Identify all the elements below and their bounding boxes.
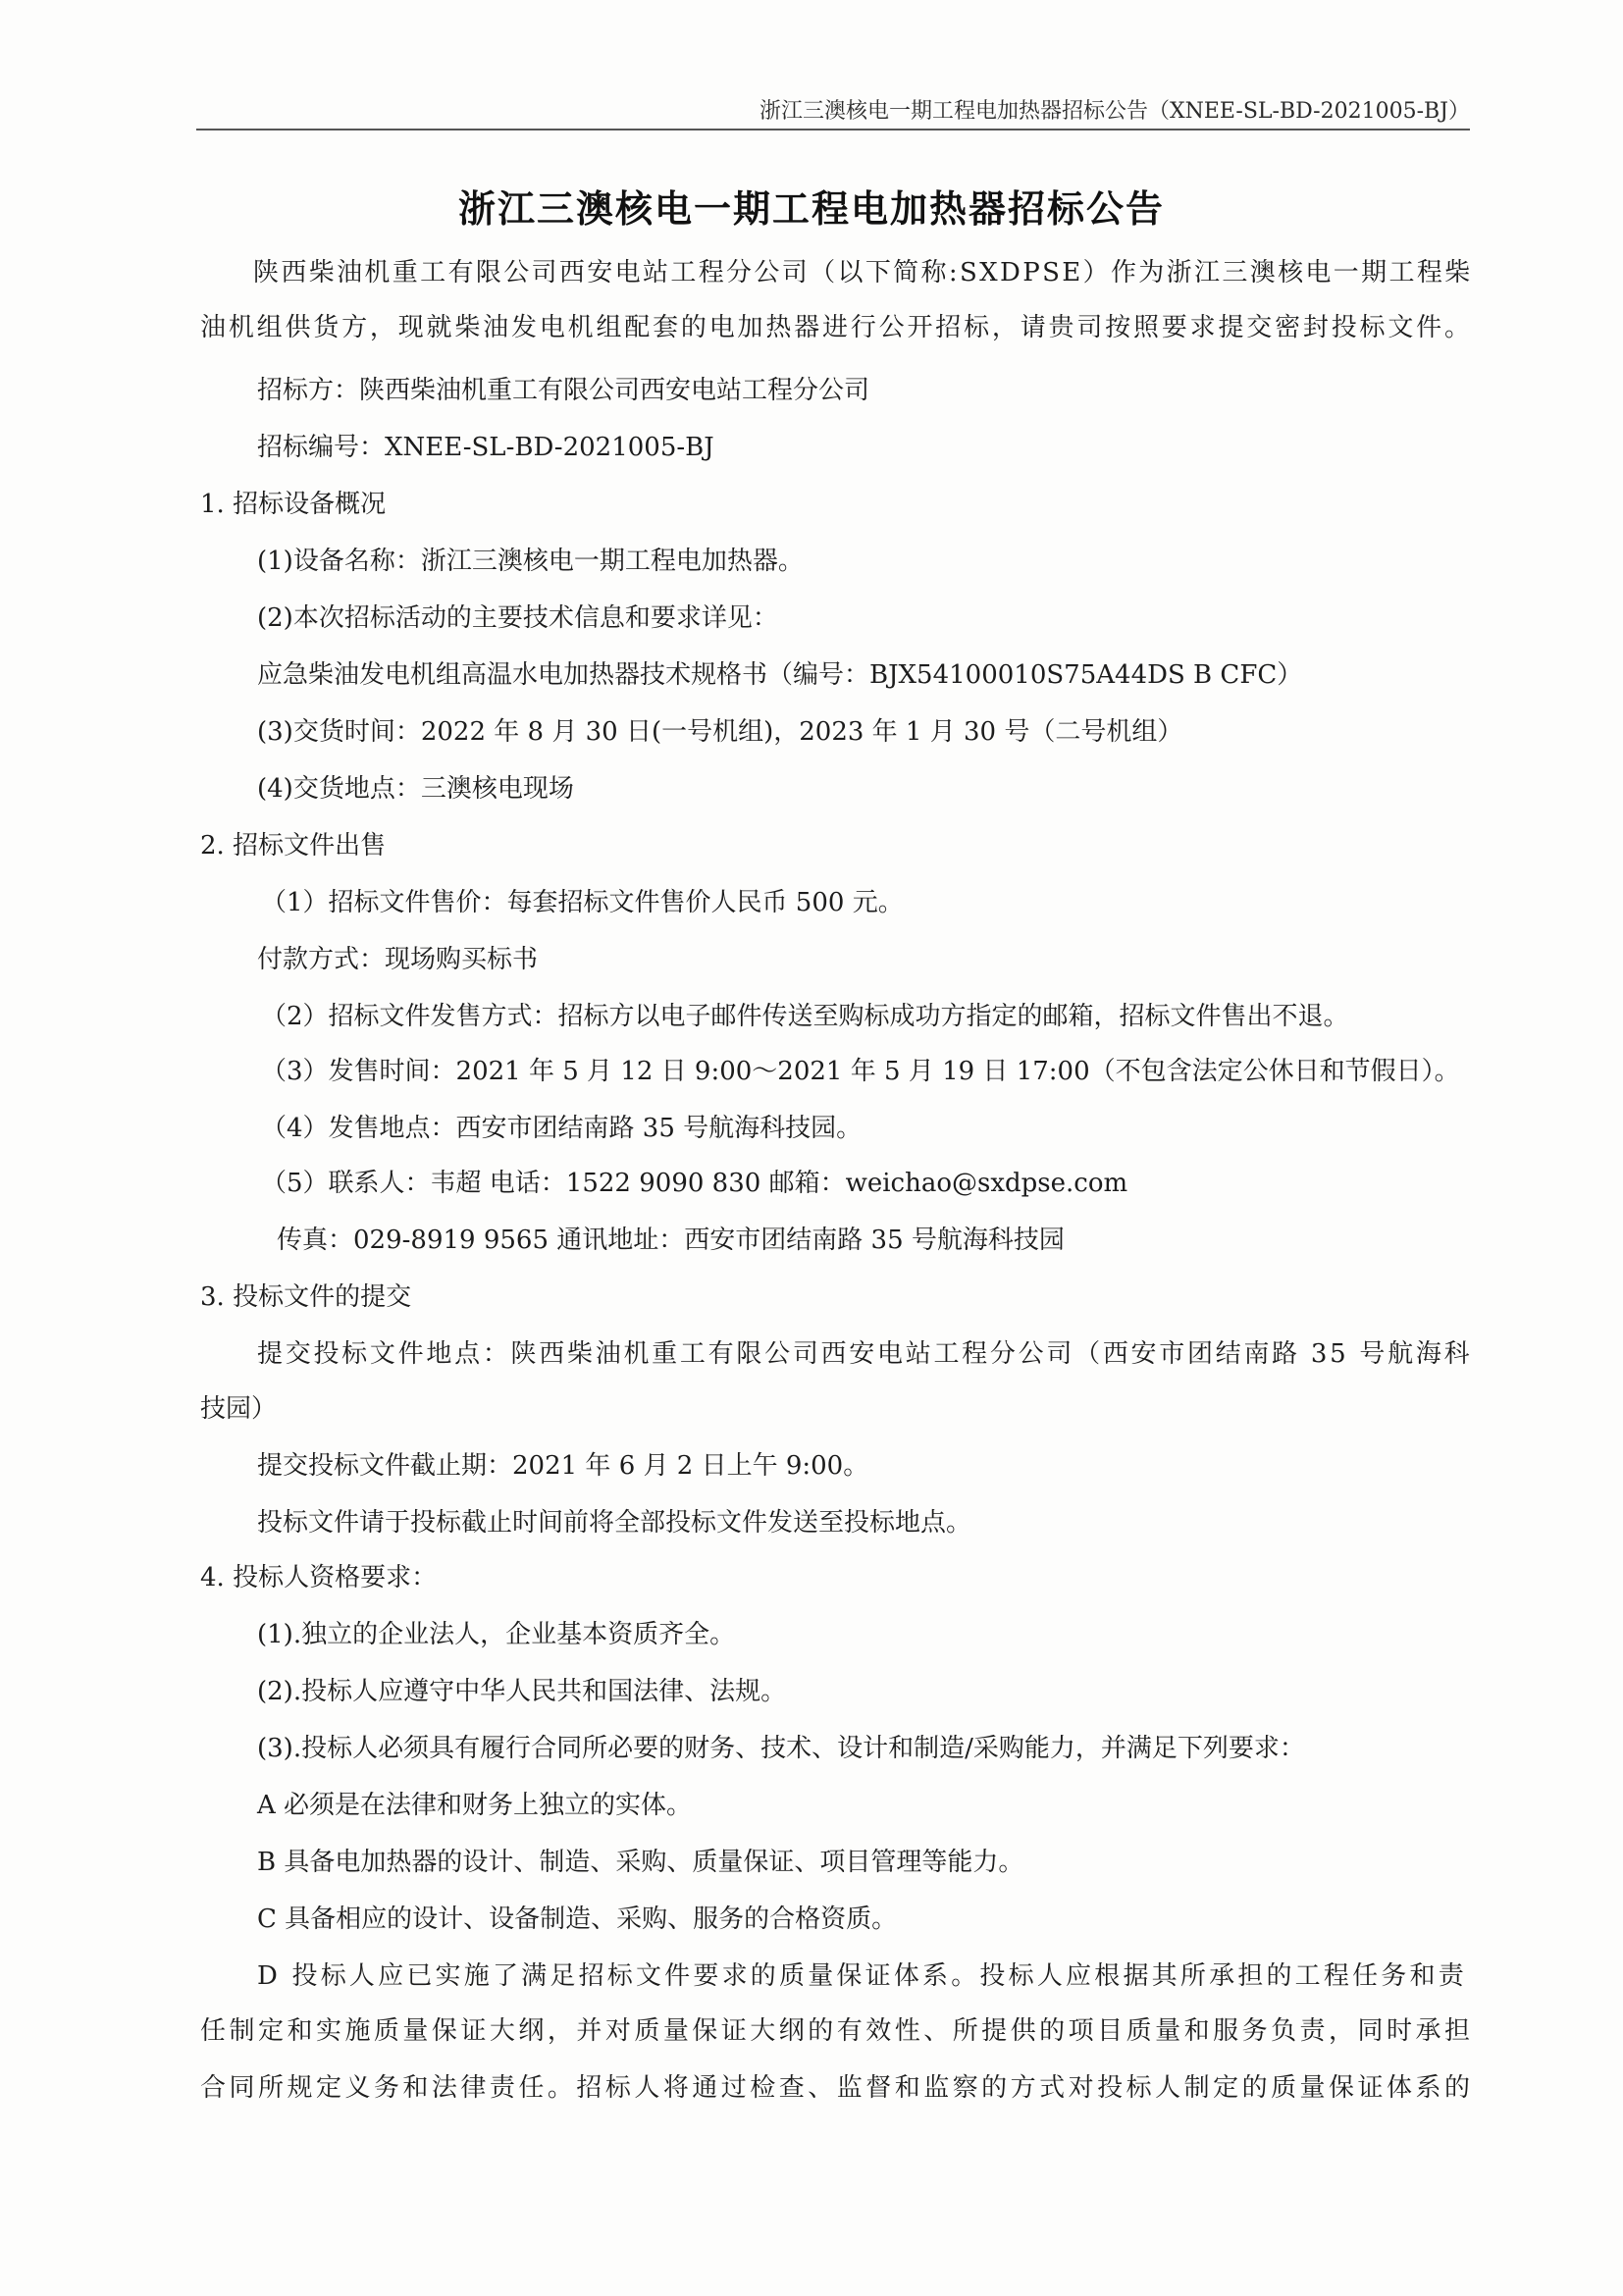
section-4-item-b: B 具备电加热器的设计、制造、采购、质量保证、项目管理等能力。 [257,1848,1024,1877]
section-4-item-2: (2).投标人应遵守中华人民共和国法律、法规。 [257,1677,787,1706]
intro-line-1: 陕西柴油机重工有限公司西安电站工程分公司（以下简称:SXDPSE）作为浙江三澳核电一期工程柴 [253,258,1473,287]
section-2-heading: 2. 招标文件出售 [200,831,387,861]
section-1-item-4: (4)交货地点：三澳核电现场 [257,774,574,804]
tenderer-line: 招标方：陕西柴油机重工有限公司西安电站工程分公司 [257,376,870,405]
section-3-deadline-line: 提交投标文件截止期：2021 年 6 月 2 日上午 9:00。 [257,1451,869,1481]
section-4-item-1: (1).独立的企业法人，企业基本资质齐全。 [257,1620,736,1649]
section-4-item-a: A 必须是在法律和财务上独立的实体。 [257,1791,693,1820]
intro-line-2: 油机组供货方，现就柴油发电机组配套的电加热器进行公开招标，请贵司按照要求提交密封投标文件。 [200,313,1473,342]
running-header: 浙江三澳核电一期工程电加热器招标公告（XNEE-SL-BD-2021005-BJ） [759,99,1470,124]
document-title: 浙江三澳核电一期工程电加热器招标公告 [457,186,1165,231]
section-3-note-line: 投标文件请于投标截止时间前将全部投标文件发送至投标地点。 [257,1508,972,1538]
section-4-heading: 4. 投标人资格要求： [200,1563,438,1592]
header-rule [196,129,1470,130]
section-1-heading: 1. 招标设备概况 [200,490,387,519]
section-1-item-2: (2)本次招标活动的主要技术信息和要求详见： [257,603,778,633]
section-4-item-d-line-3: 合同所规定义务和法律责任。招标人将通过检查、监督和监察的方式对投标人制定的质量保证体系的 [200,2073,1474,2103]
section-3-location-line-2: 技园） [200,1394,278,1424]
section-3-heading: 3. 投标文件的提交 [200,1282,412,1312]
section-2-item-5: （5）联系人：韦超 电话：1522 9090 830 邮箱：weichao@sxdpse.com [261,1169,1128,1198]
section-4-item-3: (3).投标人必须具有履行合同所必要的财务、技术、设计和制造/采购能力，并满足下列要求： [257,1734,1305,1763]
section-1-spec-line: 应急柴油发电机组高温水电加热器技术规格书（编号：BJX54100010S75A44DS B CFC） [257,660,1303,690]
section-4-item-d-line-2: 任制定和实施质量保证大纲，并对质量保证大纲的有效性、所提供的项目质量和服务负责，同时承担 [200,2016,1474,2046]
section-2-fax-line: 传真：029-8919 9565 通讯地址：西安市团结南路 35 号航海科技园 [277,1226,1065,1255]
section-4-item-c: C 具备相应的设计、设备制造、采购、服务的合格资质。 [257,1905,898,1934]
section-1-item-3: (3)交货时间：2022 年 8 月 30 日(一号机组)，2023 年 1 月 30 号（二号机组） [257,717,1183,747]
section-2-payment-line: 付款方式：现场购买标书 [257,945,539,974]
section-1-item-1: (1)设备名称：浙江三澳核电一期工程电加热器。 [257,547,804,576]
section-2-item-1: （1）招标文件售价：每套招标文件售价人民币 500 元。 [261,888,904,917]
section-2-item-3: （3）发售时间：2021 年 5 月 12 日 9:00～2021 年 5 月 19 日 17:00（不包含法定公休日和节假日）。 [261,1057,1460,1086]
section-2-item-4: （4）发售地点：西安市团结南路 35 号航海科技园。 [261,1114,863,1143]
tender-number-line: 招标编号：XNEE-SL-BD-2021005-BJ [257,433,714,462]
section-4-item-d-line-1: D 投标人应已实施了满足招标文件要求的质量保证体系。投标人应根据其所承担的工程任务和责 [257,1961,1467,1991]
section-3-location-line-1: 提交投标文件地点：陕西柴油机重工有限公司西安电站工程分公司（西安市团结南路 35 号航海科 [257,1339,1473,1369]
section-2-item-2: （2）招标文件发售方式：招标方以电子邮件传送至购标成功方指定的邮箱，招标文件售出不退。 [261,1002,1349,1031]
